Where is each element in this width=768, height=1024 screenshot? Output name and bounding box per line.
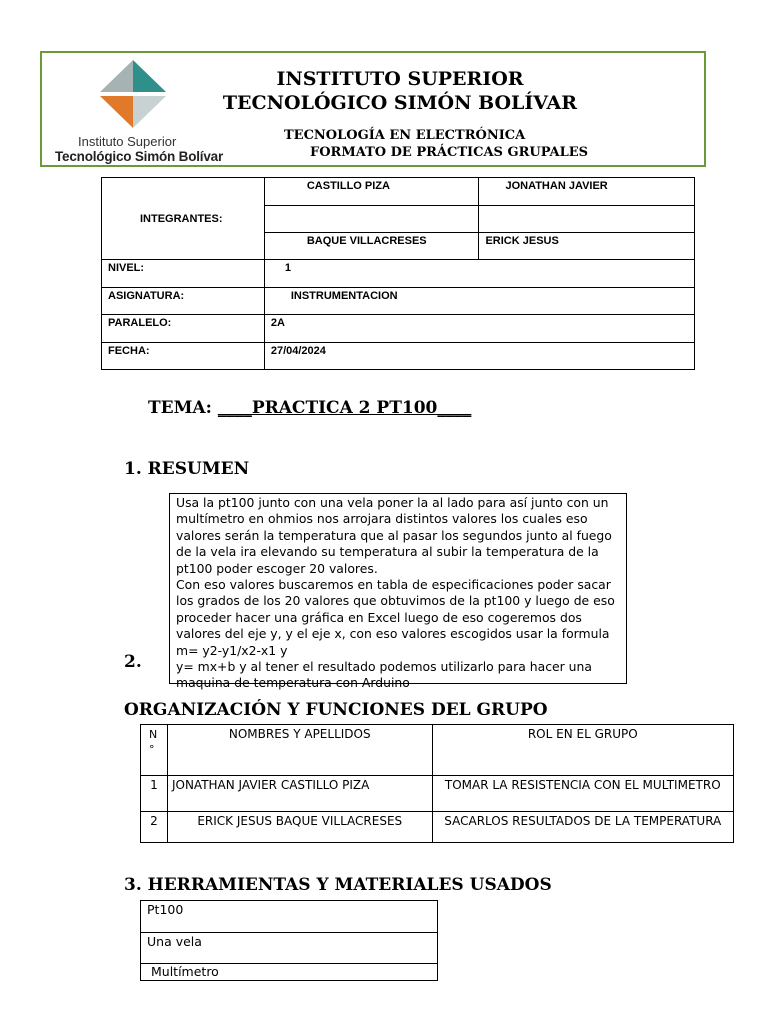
row-rol: TOMAR LA RESISTENCIA CON EL MULTIMETRO bbox=[432, 776, 733, 812]
resumen-paragraph: y= mx+b y al tener el resultado podemos utilizarlo para hacer una maquina de temperatura con Arduino bbox=[176, 659, 592, 691]
paralelo-value: 2A bbox=[264, 315, 694, 343]
empty-cell bbox=[479, 206, 695, 233]
nivel-value: 1 bbox=[264, 260, 694, 288]
paralelo-label: PARALELO: bbox=[102, 315, 265, 343]
material-item: Una vela bbox=[141, 933, 438, 964]
row-n: 2 bbox=[141, 812, 168, 843]
resumen-paragraph: Usa la pt100 junto con una vela poner la al lado para así junto con un multímetro en ohmios nos arrojara distintos valores los cuales eso valores serán la temperatura que al pasar los segundos junto al fuego de la vela ira elevando su temperatura al subir la temperatura de la pt100 poder escoger 20 valores. bbox=[176, 495, 612, 576]
integrantes-label: INTEGRANTES: bbox=[102, 178, 265, 260]
member2-surname: BAQUE VILLACRESES bbox=[264, 233, 479, 260]
materiales-heading: 3. HERRAMIENTAS Y MATERIALES USADOS bbox=[124, 875, 552, 895]
nivel-label: NIVEL: bbox=[102, 260, 265, 288]
logo-text-line2: Tecnológico Simón Bolívar bbox=[55, 149, 224, 164]
table-row bbox=[141, 812, 734, 843]
resumen-box bbox=[169, 493, 627, 691]
info-table bbox=[101, 177, 695, 370]
asignatura-value: INSTRUMENTACION bbox=[264, 288, 694, 315]
asignatura-label: ASIGNATURA: bbox=[102, 288, 265, 315]
materiales-table bbox=[140, 900, 438, 981]
resumen-heading: 1. RESUMEN bbox=[124, 459, 250, 479]
fecha-label: FECHA: bbox=[102, 343, 265, 370]
subtitle-format: FORMATO DE PRÁCTICAS GRUPALES bbox=[310, 145, 589, 160]
material-item: Multímetro bbox=[141, 964, 438, 981]
empty-cell bbox=[264, 206, 479, 233]
col-n-header: N ° bbox=[141, 725, 168, 776]
tema-line bbox=[148, 398, 471, 418]
institute-title-line2: TECNOLÓGICO SIMÓN BOLÍVAR bbox=[222, 92, 578, 114]
organizacion-table bbox=[140, 724, 734, 843]
row-n: 1 bbox=[141, 776, 168, 812]
member2-name: ERICK JESUS bbox=[479, 233, 695, 260]
logo-text-line1: Instituto Superior bbox=[78, 134, 177, 149]
list-item bbox=[141, 933, 438, 964]
col-rol-header: ROL EN EL GRUPO bbox=[432, 725, 733, 776]
row-rol: SACARLOS RESULTADOS DE LA TEMPERATURA bbox=[432, 812, 733, 843]
table-row bbox=[141, 776, 734, 812]
organizacion-heading: ORGANIZACIÓN Y FUNCIONES DEL GRUPO bbox=[124, 700, 548, 720]
row-nombre: JONATHAN JAVIER CASTILLO PIZA bbox=[167, 776, 432, 812]
row-nombre: ERICK JESUS BAQUE VILLACRESES bbox=[167, 812, 432, 843]
col-nombres-header: NOMBRES Y APELLIDOS bbox=[167, 725, 432, 776]
fecha-value: 27/04/2024 bbox=[264, 343, 694, 370]
member1-name: JONATHAN JAVIER bbox=[479, 178, 695, 206]
section-number-2: 2. bbox=[124, 652, 142, 672]
tema-value: ____PRACTICA 2 PT100____ bbox=[217, 398, 472, 418]
institute-logo-icon bbox=[78, 58, 188, 130]
institute-title-line1: INSTITUTO SUPERIOR bbox=[276, 68, 524, 90]
material-item: Pt100 bbox=[141, 901, 438, 933]
subtitle-career: TECNOLOGÍA EN ELECTRÓNICA bbox=[284, 128, 526, 143]
member1-surname: CASTILLO PIZA bbox=[264, 178, 479, 206]
tema-label: TEMA: bbox=[148, 398, 218, 418]
resumen-paragraph: Con eso valores buscaremos en tabla de especificaciones poder sacar los grados de los 20 valores que obtuvimos de la pt100 y luego de eso proceder hacer una gráfica en Excel luego de eso cogeremos dos valores del eje y, y el eje x, con eso valores escogidos usar la formula m= y2-y1/x2-x1 y bbox=[176, 577, 615, 658]
list-item bbox=[141, 901, 438, 933]
list-item bbox=[141, 964, 438, 981]
